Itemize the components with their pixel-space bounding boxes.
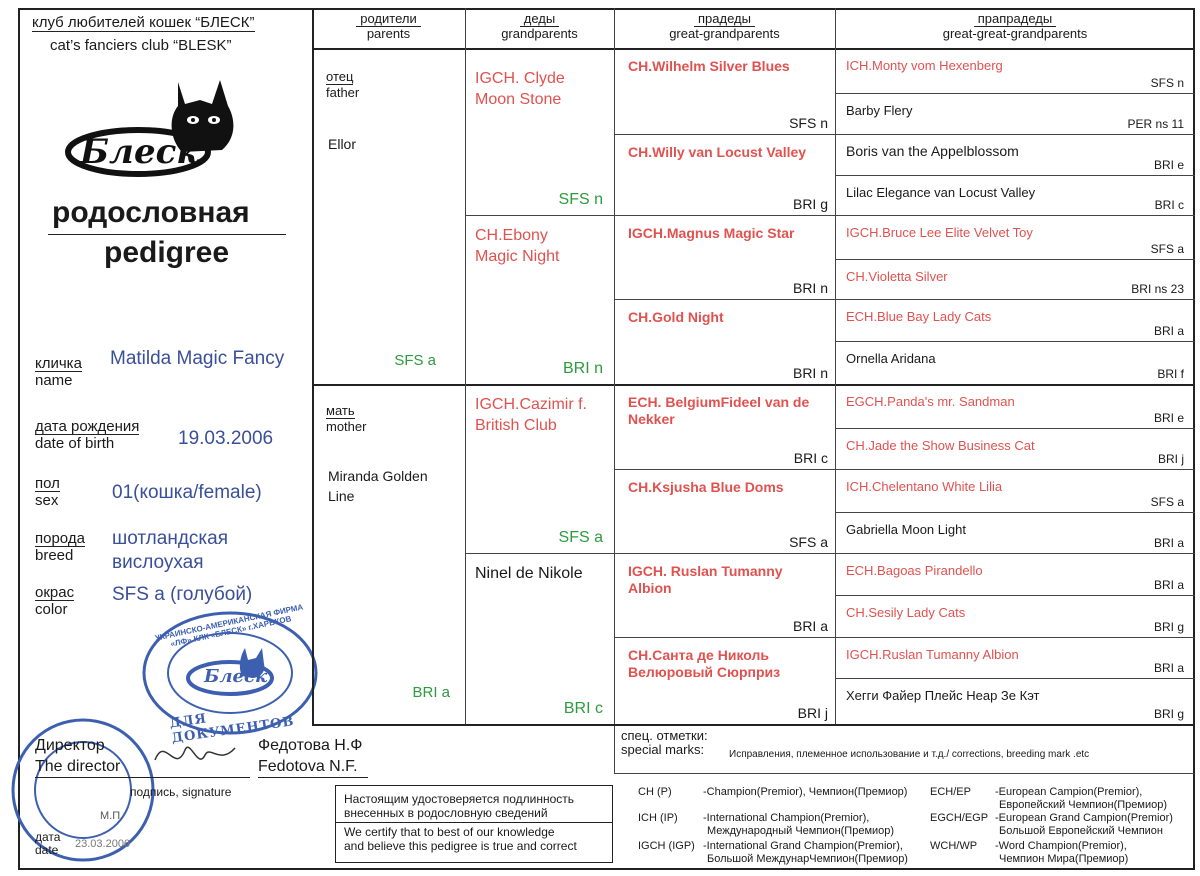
great-great-grandparent-name: Boris van the Appelblossom [846,143,1019,159]
legend-desc: -Word Champion(Premior), [995,840,1127,852]
club-name-en: cat’s fanciers club “BLESK” [50,37,232,54]
certify-box: Настоящим удостоверяется подлинность внесенных в родословную сведений We certify that to best of our knowledge and believe this pedigree is true and correct [335,785,613,863]
great-grandparent-breed: SFS a [789,534,828,550]
great-great-grandparent-name: Lilac Elegance van Locust Valley [846,185,1036,200]
grandparent-name-2: Moon Stone [475,91,562,108]
logo-text: Блеск [80,132,200,172]
header-grandparents: деды grandparents [501,11,578,41]
great-great-grandparent-breed: BRI e [1153,158,1184,172]
great-grandparent-breed: BRI g [792,196,828,212]
sex-label: пол sex [35,475,60,509]
signature-label: подпись, signature [130,785,232,799]
great-grandparent-name: CH.Ksjusha Blue Doms [628,479,784,495]
director-label-en: The director [35,758,121,775]
director-label-ru: Директор [35,737,105,754]
grandparent-name: Ninel de Nikole [475,565,583,582]
dob-label: дата рождения date of birth [35,418,140,452]
great-great-grandparent-breed: SFS a [1150,242,1184,256]
grandparent-name-2: Magic Night [475,248,560,265]
great-grandparent-name: CH.Санта де Николь [628,647,769,663]
legend-desc-2: Большой МеждунарЧемпион(Премиор) [707,853,908,865]
great-great-grandparent-name: Barby Flery [846,103,913,118]
director-name-ru: Федотова Н.Ф [258,737,363,754]
great-great-grandparent-name: CH.Violetta Silver [846,269,948,284]
breed-label: порода breed [35,530,85,564]
cat-name-value: Matilda Magic Fancy [110,348,285,369]
father-name: Ellor [328,136,357,152]
great-grandparent-name: IGCH. Ruslan Tumanny [628,563,783,579]
special-marks-note: Исправления, племенное использование и т.д./ corrections, breeding mark .etc [729,749,1090,760]
legend-code: IGCH (IGP) [638,840,695,852]
legend-desc-2: Международный Чемпион(Премиор) [707,825,895,837]
color-label: окрас color [35,584,75,618]
legend-desc: -International Champion(Premior), [703,812,870,824]
director-signature [150,730,240,785]
name-label: кличка name [35,355,82,389]
grandparent-name: CH.Ebony [475,227,548,244]
great-great-grandparent-name: EGCH.Panda's mr. Sandman [846,394,1015,409]
great-grandparent-name: CH.Willy van Locust Valley [628,144,807,160]
great-grandparent-breed: BRI n [792,365,828,381]
club-name-ru: клуб любителей кошек “БЛЕСК” [32,14,255,31]
great-great-grandparent-breed: BRI a [1153,578,1184,592]
special-marks-label-ru: спец. отметки: [621,728,708,743]
great-great-grandparent-name: ECH.Blue Bay Lady Cats [846,309,992,324]
great-great-grandparent-name: ECH.Bagoas Pirandello [846,563,983,578]
great-grandparent-name: CH.Gold Night [628,309,724,325]
header-great-grandparents: прадеды great-grandparents [669,11,780,41]
grandparent-breed: BRI n [562,360,603,377]
breed-value-2: вислоухая [112,552,204,573]
stamp-ring-text: УКРАИНСКО-АМЕРИКАНСКАЯ ФИРМА «ЛФ» КЛК «БЛЕСК» г.ХАРЬКОВ [154,602,305,649]
great-great-grandparent-name: ICH.Chelentano White Lilia [846,479,1003,494]
header-great-great-grandparents: прапрадеды great-great-grandparents [942,11,1088,41]
date-value: 23.03.2006 [75,838,131,850]
legend-code: EGCH/EGP [930,812,989,824]
header-parents: родители parents [312,12,465,41]
great-grandparent-name-2: Велюровый Сюрприз [628,664,781,680]
great-great-grandparent-breed: BRI a [1153,324,1184,338]
great-great-grandparent-name: CH.Sesily Lady Cats [846,605,966,620]
legend-code: ECH/EP [930,786,971,798]
dob-value: 19.03.2006 [178,428,274,449]
special-marks-label-en: special marks: [621,742,705,757]
legend-desc: -Champion(Premior), Чемпион(Премиор) [703,786,908,798]
great-great-grandparent-breed: BRI ns 23 [1131,282,1184,296]
great-great-grandparent-breed: SFS a [1150,495,1184,509]
grandparent-breed: SFS n [558,191,603,208]
legend-desc: -European Grand Campion(Premior) [995,812,1173,824]
grandparent-name: IGCH. Clyde [475,70,565,87]
great-great-grandparent-breed: BRI e [1153,411,1184,425]
grandparent-breed: SFS a [558,529,603,546]
great-great-grandparent-breed: PER ns 11 [1127,117,1184,131]
legend-code: CH (P) [638,786,672,798]
great-grandparent-breed: SFS n [789,115,828,131]
stamp-bottom-text: ДЛЯ ДОКУМЕНТОВ [168,711,296,747]
great-great-grandparent-breed: BRI g [1153,707,1184,721]
great-grandparent-breed: BRI a [792,618,828,634]
father-cell: отец father [326,69,360,100]
color-value: SFS a (голубой) [112,584,253,605]
great-great-grandparent-breed: BRI j [1157,452,1184,466]
great-great-grandparent-breed: BRI g [1153,620,1184,634]
great-great-grandparent-breed: SFS n [1150,76,1184,90]
mother-name-1: Miranda Golden [328,468,428,484]
stamp-center-text: Блеск [204,666,268,687]
legend-desc: -International Grand Champion(Premior), [703,840,903,852]
date-label-en: date [35,843,59,857]
great-grandparent-breed: BRI j [797,705,828,721]
grandparent-name: IGCH.Cazimir f. [475,396,587,413]
mother-breed: BRI a [412,684,450,701]
great-great-grandparent-name: IGCH.Ruslan Tumanny Albion [846,647,1019,662]
great-great-grandparent-name: IGCH.Bruce Lee Elite Velvet Toy [846,225,1033,240]
grandparent-breed: BRI c [563,700,603,717]
great-great-grandparent-name: Gabriella Moon Light [846,522,966,537]
great-great-grandparent-name: Хегги Файер Плейс Неар Зе Кэт [846,688,1040,703]
great-grandparent-breed: BRI c [793,450,828,466]
great-grandparent-name-2: Albion [628,580,672,596]
legend-code: ICH (IP) [638,812,678,824]
great-great-grandparent-breed: BRI f [1157,367,1184,381]
mp-label: М.П. [100,810,124,822]
legend-desc-2: Европейский Чемпион(Премиор) [999,799,1168,811]
club-stamp [140,602,320,747]
director-name-en: Fedotova N.F. [258,758,358,775]
date-label-ru: дата [35,830,61,844]
sex-value: 01(кошка/female) [112,482,262,503]
grandparent-name-2: British Club [475,417,557,434]
great-great-grandparent-name: CH.Jade the Show Business Cat [846,438,1035,453]
club-logo [60,72,250,182]
doc-title-en: pedigree [104,236,230,269]
great-grandparent-breed: BRI n [792,280,828,296]
signature-icon [150,730,240,780]
great-great-grandparent-breed: BRI a [1153,661,1184,675]
legend-desc-2: Чемпион Мира(Премиор) [999,853,1129,865]
legend-desc: -European Campion(Premior), [995,786,1143,798]
mother-cell: мать mother [326,403,367,434]
special-marks [614,726,1195,776]
legend-code: WCH/WP [930,840,978,852]
breed-value-1: шотландская [112,528,228,549]
father-breed: SFS a [394,352,436,369]
great-great-grandparent-breed: BRI a [1153,536,1184,550]
doc-title-ru: родословная [52,196,250,229]
great-great-grandparent-breed: BRI c [1154,198,1184,212]
great-great-grandparent-name: ICH.Monty vom Hexenberg [846,58,1003,73]
great-grandparent-name: IGCH.Magnus Magic Star [628,225,795,241]
great-grandparent-name-2: Nekker [628,411,675,427]
great-grandparent-name: CH.Wilhelm Silver Blues [628,58,790,74]
great-grandparent-name: ECH. BelgiumFideel van de [628,394,810,410]
great-great-grandparent-name: Ornella Aridana [846,351,936,366]
legend-desc-2: Большой Европейский Чемпион [999,825,1163,837]
mother-name-2: Line [328,488,355,504]
